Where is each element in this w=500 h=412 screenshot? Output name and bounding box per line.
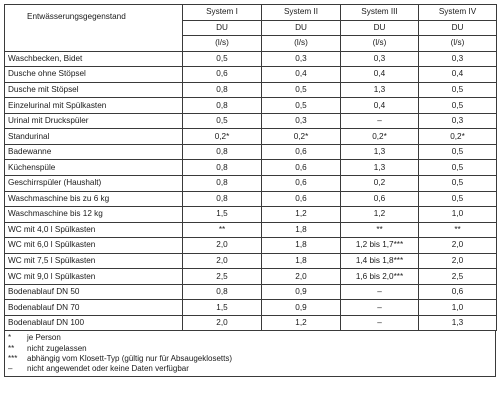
du-value-system-2: 0,2*: [262, 129, 341, 145]
row-label: Bodenablauf DN 70: [5, 300, 183, 316]
du-value-system-4: 0,3: [419, 113, 497, 129]
du-value-system-3: 1,2: [341, 207, 419, 223]
du-value-system-3: 1,3: [341, 82, 419, 98]
du-value-system-4: 2,0: [419, 238, 497, 254]
du-value-system-2: 0,6: [262, 160, 341, 176]
du-value-system-2: 0,5: [262, 82, 341, 98]
table-row: [5, 238, 497, 254]
row-label: WC mit 4,0 l Spülkasten: [5, 222, 183, 238]
table-row: [5, 207, 497, 223]
legend-item: [5, 344, 495, 354]
du-value-system-3: 1,4 bis 1,8***: [341, 253, 419, 269]
table-row: [5, 253, 497, 269]
column-header-system-2: System II: [262, 5, 341, 21]
du-label: DU: [419, 20, 497, 36]
du-value-system-1: 2,0: [183, 315, 262, 331]
legend-symbol: **: [8, 343, 15, 353]
du-value-system-1: 0,8: [183, 176, 262, 192]
du-value-system-4: 1,3: [419, 315, 497, 331]
du-value-system-3: 1,2 bis 1,7***: [341, 238, 419, 254]
du-value-system-3: 0,2*: [341, 129, 419, 145]
legend-symbol: *: [8, 333, 12, 343]
du-value-system-4: 0,5: [419, 82, 497, 98]
du-value-system-4: 0,5: [419, 176, 497, 192]
du-value-system-3: –: [341, 300, 419, 316]
legend-item: [5, 333, 495, 343]
du-value-system-4: 2,0: [419, 253, 497, 269]
du-value-system-2: 1,2: [262, 207, 341, 223]
discharge-units-table: [4, 4, 497, 331]
table-row: [5, 315, 497, 331]
du-value-system-4: 0,3: [419, 51, 497, 67]
du-value-system-1: 0,5: [183, 51, 262, 67]
du-value-system-4: 2,5: [419, 269, 497, 285]
legend-item: [5, 354, 495, 364]
du-value-system-4: 0,5: [419, 98, 497, 114]
du-value-system-2: 1,8: [262, 238, 341, 254]
du-value-system-2: 1,8: [262, 253, 341, 269]
du-value-system-1: **: [183, 222, 262, 238]
row-label: Standurinal: [5, 129, 183, 145]
du-value-system-1: 0,8: [183, 191, 262, 207]
legend-text: nicht angewendet oder keine Daten verfügbar: [27, 364, 189, 374]
row-label: WC mit 7,5 l Spülkasten: [5, 253, 183, 269]
du-value-system-1: 0,2*: [183, 129, 262, 145]
du-value-system-1: 2,0: [183, 253, 262, 269]
legend-text: abhängig vom Klosett-Typ (gültig nur für Absaugeklosetts): [27, 353, 232, 363]
du-value-system-1: 2,0: [183, 238, 262, 254]
du-value-system-4: 1,0: [419, 300, 497, 316]
du-value-system-2: 0,4: [262, 67, 341, 83]
du-value-system-2: 0,3: [262, 113, 341, 129]
table-row: [5, 160, 497, 176]
legend-symbol: –: [8, 364, 13, 374]
du-value-system-2: 0,6: [262, 176, 341, 192]
table-row: [5, 176, 497, 192]
du-value-system-3: –: [341, 284, 419, 300]
legend-text: nicht zugelassen: [27, 343, 87, 353]
table-row: [5, 284, 497, 300]
unit-label: (l/s): [183, 36, 262, 52]
du-value-system-4: 0,5: [419, 191, 497, 207]
du-value-system-2: 1,2: [262, 315, 341, 331]
table-row: [5, 222, 497, 238]
row-label: WC mit 6,0 l Spülkasten: [5, 238, 183, 254]
du-value-system-4: 0,5: [419, 144, 497, 160]
table-row: [5, 129, 497, 145]
du-value-system-2: 0,9: [262, 300, 341, 316]
du-value-system-1: 0,6: [183, 67, 262, 83]
du-value-system-2: 2,0: [262, 269, 341, 285]
du-value-system-2: 0,5: [262, 98, 341, 114]
row-label: Waschmaschine bis 12 kg: [5, 207, 183, 223]
table-row: [5, 67, 497, 83]
du-value-system-2: 0,3: [262, 51, 341, 67]
row-label: Waschmaschine bis zu 6 kg: [5, 191, 183, 207]
du-value-system-3: 1,3: [341, 160, 419, 176]
du-value-system-4: 0,6: [419, 284, 497, 300]
table-row: [5, 82, 497, 98]
column-header-system-1: System I: [183, 5, 262, 21]
du-value-system-1: 0,8: [183, 160, 262, 176]
du-value-system-2: 0,6: [262, 144, 341, 160]
du-value-system-4: 0,5: [419, 160, 497, 176]
unit-label: (l/s): [419, 36, 497, 52]
column-header-system-4: System IV: [419, 5, 497, 21]
du-value-system-1: 2,5: [183, 269, 262, 285]
du-value-system-2: 0,6: [262, 191, 341, 207]
du-value-system-1: 0,8: [183, 284, 262, 300]
column-header-object: Entwässerungsgegenstand: [5, 5, 183, 52]
row-label: Küchenspüle: [5, 160, 183, 176]
du-label: DU: [262, 20, 341, 36]
table-row: [5, 113, 497, 129]
du-value-system-4: **: [419, 222, 497, 238]
du-value-system-4: 0,4: [419, 67, 497, 83]
table-row: [5, 191, 497, 207]
du-value-system-4: 0,2*: [419, 129, 497, 145]
du-value-system-1: 0,8: [183, 82, 262, 98]
row-label: Urinal mit Druckspüler: [5, 113, 183, 129]
du-value-system-3: 1,3: [341, 144, 419, 160]
row-label: Bodenablauf DN 50: [5, 284, 183, 300]
row-label: Dusche ohne Stöpsel: [5, 67, 183, 83]
unit-label: (l/s): [262, 36, 341, 52]
du-label: DU: [341, 20, 419, 36]
unit-label: (l/s): [341, 36, 419, 52]
du-label: DU: [183, 20, 262, 36]
du-value-system-3: 0,3: [341, 51, 419, 67]
du-value-system-3: **: [341, 222, 419, 238]
row-label: Geschirrspüler (Haushalt): [5, 176, 183, 192]
table-row: [5, 269, 497, 285]
du-value-system-3: 0,2: [341, 176, 419, 192]
row-label: Bodenablauf DN 100: [5, 315, 183, 331]
du-value-system-3: 0,4: [341, 67, 419, 83]
table-row: [5, 144, 497, 160]
legend-item: [5, 364, 495, 374]
du-value-system-1: 1,5: [183, 207, 262, 223]
column-header-system-3: System III: [341, 5, 419, 21]
table-row: [5, 300, 497, 316]
du-value-system-3: –: [341, 113, 419, 129]
du-value-system-1: 0,8: [183, 98, 262, 114]
du-value-system-1: 0,8: [183, 144, 262, 160]
legend-symbol: ***: [8, 353, 18, 363]
table-body: [5, 51, 497, 331]
du-table-container: [4, 4, 496, 377]
du-value-system-3: 0,6: [341, 191, 419, 207]
row-label: Dusche mit Stöpsel: [5, 82, 183, 98]
du-value-system-1: 0,5: [183, 113, 262, 129]
row-label: Badewanne: [5, 144, 183, 160]
du-value-system-4: 1,0: [419, 207, 497, 223]
row-label: Waschbecken, Bidet: [5, 51, 183, 67]
header-row-systems: [5, 5, 497, 21]
du-value-system-1: 1,5: [183, 300, 262, 316]
footnote-legend: [4, 331, 496, 377]
du-value-system-2: 0,9: [262, 284, 341, 300]
du-value-system-2: 1,8: [262, 222, 341, 238]
du-value-system-3: 0,4: [341, 98, 419, 114]
du-value-system-3: 1,6 bis 2,0***: [341, 269, 419, 285]
table-row: [5, 51, 497, 67]
du-value-system-3: –: [341, 315, 419, 331]
table-row: [5, 98, 497, 114]
row-label: WC mit 9,0 l Spülkasten: [5, 269, 183, 285]
legend-text: je Person: [27, 333, 61, 343]
row-label: Einzelurinal mit Spülkasten: [5, 98, 183, 114]
